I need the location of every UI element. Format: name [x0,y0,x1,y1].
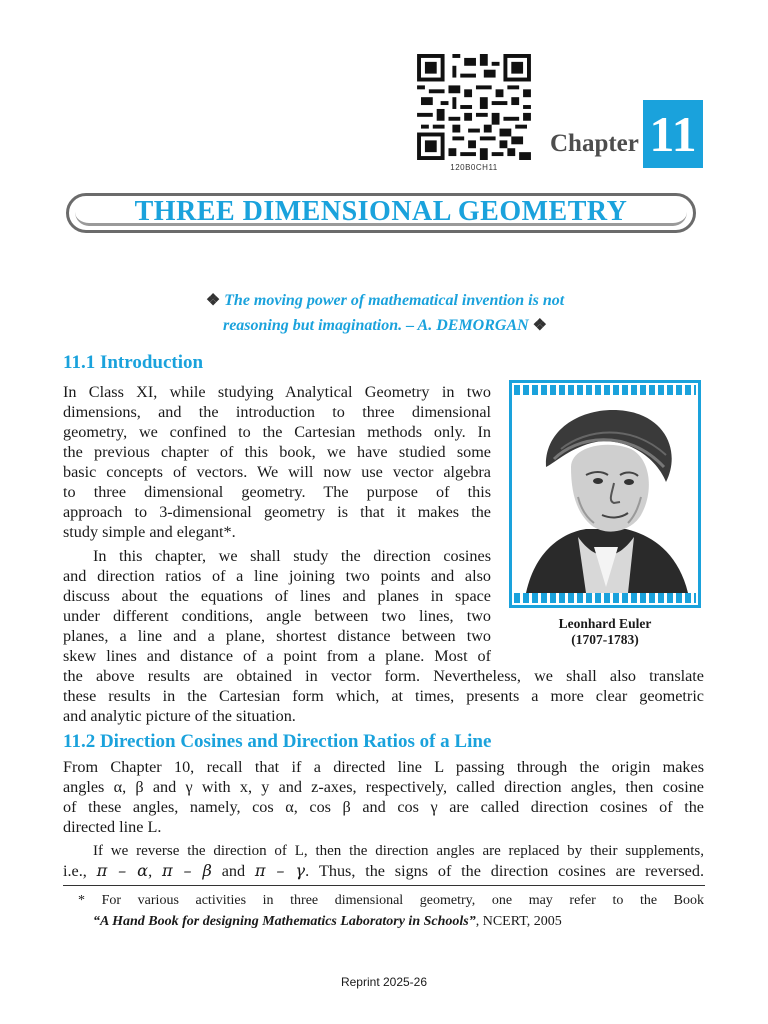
text-fragment: . Thus, the signs of the direction cosines are reversed. [305,862,705,880]
body-line: of these angles, namely, cos α, cos β and cos γ are called direction cosines of the [63,798,704,816]
body-line: the above results are obtained in vector form. Nevertheless, we shall also translate [63,667,704,685]
text-fragment: and [221,862,246,880]
math-expression: π – γ [254,861,306,880]
footnote-publisher: , NCERT, 2005 [475,914,562,929]
quote-text-1: The moving power of mathematical invention is not [224,292,565,309]
body-line: angles α, β and γ with x, y and z-axes, respectively, called direction angles, then cosine [63,778,704,796]
body-line-with-math: i.e., π – α, π – β and π – γ. Thus, the signs of the direction cosines are reversed. [63,861,705,880]
portrait-caption-name: Leonhard Euler [558,616,652,631]
quote-text-2: reasoning but imagination. – A. DEMORGAN [222,317,529,334]
body-line: In this chapter, we shall study the direction cosines [93,547,491,565]
chapter-label: Chapter [550,130,639,157]
qr-code [416,54,532,160]
text-fragment: i.e., [63,862,87,880]
four-diamond-icon: ❖ [205,292,221,309]
footnote-book-title: “A Hand Book for designing Mathematics Laboratory in Schools” [93,914,476,929]
body-line: If we reverse the direction of L, then the direction angles are replaced by their supplements, [93,843,704,859]
body-line: In Class XI, while studying Analytical Geometry in two [63,383,491,401]
portrait-caption-years: (1707-1783) [571,632,639,647]
page-footer-reprint: Reprint 2025-26 [340,975,428,989]
body-line: From Chapter 10, recall that if a directed line L passing through the origin makes [63,758,704,776]
body-line: approach to 3-dimensional geometry is that it makes the [63,503,491,521]
decorative-border [514,593,696,603]
section-heading-introduction: 11.1 Introduction [63,352,204,373]
decorative-border [514,385,696,395]
body-line: dimensions, and the introduction to three dimensional [63,403,491,421]
math-expression: π – β [161,861,212,880]
body-line: under different conditions, angle between two lines, two [63,607,491,625]
footnote-divider [63,885,705,886]
body-line: and direction ratios of a line joining two points and also [63,567,491,585]
quote-line-1 [120,290,650,310]
footnote-reference [93,914,562,930]
body-line: these results in the Cartesian form which, at times, presents a more clear geometric [63,687,704,705]
body-line: study simple and elegant*. [63,523,236,541]
chapter-title: THREE DIMENSIONAL GEOMETRY [134,196,628,227]
body-line: directed line L. [63,818,162,836]
chapter-number-badge: 11 [643,100,703,168]
body-line: basic concepts of vectors. We will now use vector algebra [63,463,491,481]
four-diamond-icon: ❖ [532,317,548,334]
body-line: to three dimensional geometry. The purpose of this [63,483,491,501]
quote-line-2 [120,315,650,335]
math-expression: π – α [96,861,149,880]
body-line: planes, a line and a plane, shortest distance between two [63,627,491,645]
body-line: skew lines and distance of a point from a plane. Most of [63,647,491,665]
body-line: geometry, we confined to the Cartesian methods only. In [63,423,491,441]
body-line: the previous chapter of this book, we have studied some [63,443,491,461]
euler-portrait-image [516,397,694,593]
section-heading-direction-cosines: 11.2 Direction Cosines and Direction Ratios of a Line [63,731,492,752]
qr-code-graphic [416,54,532,160]
body-line: and analytic picture of the situation. [63,707,296,725]
body-line: discuss about the equations of lines and planes in space [63,587,491,605]
footnote-text: * For various activities in three dimensional geometry, one may refer to the Book [78,893,704,908]
euler-portrait-frame [509,380,701,608]
qr-code-id: 120B0CH11 [450,163,498,172]
